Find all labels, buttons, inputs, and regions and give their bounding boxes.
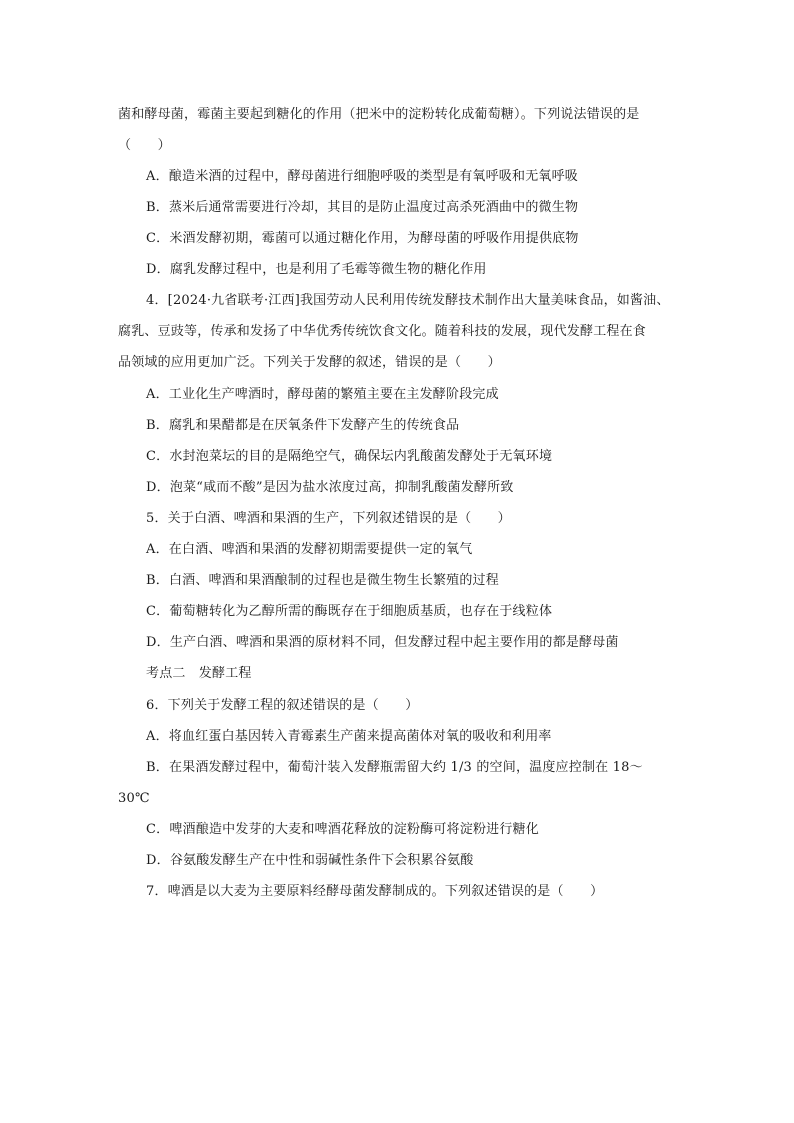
question-4-option-c: C．水封泡菜坛的目的是隔绝空气，确保坛内乳酸菌发酵处于无氧环境 (146, 449, 553, 464)
question-3-option-a: A．酿造米酒的过程中，酵母菌进行细胞呼吸的类型是有氧呼吸和无氧呼吸 (146, 169, 578, 184)
question-6-option-a: A．将血红蛋白基因转入青霉素生产菌来提高菌体对氧的吸收和利用率 (146, 729, 552, 744)
question-3-stem-line-2: 菌和酵母菌，霉菌主要起到糖化的作用（把米中的淀粉转化成葡萄糖）。下列说法错误的是 (118, 107, 640, 122)
question-5-stem: 5．关于白酒、啤酒和果酒的生产，下列叙述错误的是（ ） (146, 511, 511, 526)
question-7-stem: 7．啤酒是以大麦为主要原料经酵母菌发酵制成的。下列叙述错误的是（ ） (146, 884, 604, 899)
question-3-answer-blank: （ ） (118, 138, 171, 153)
question-4-option-b: B．腐乳和果醋都是在厌氧条件下发酵产生的传统食品 (146, 418, 460, 433)
question-3-option-d: D．腐乳发酵过程中，也是利用了毛霉等微生物的糖化作用 (146, 262, 487, 277)
question-5-option-a: A．在白酒、啤酒和果酒的发酵初期需要提供一定的氧气 (146, 542, 473, 557)
question-6-option-b-line-2: 30℃ (118, 791, 150, 806)
question-3-option-c: C．米酒发酵初期，霉菌可以通过糖化作用，为酵母菌的呼吸作用提供底物 (146, 231, 579, 246)
question-6-stem: 6．下列关于发酵工程的叙述错误的是（ ） (146, 698, 419, 713)
question-6-option-c: C．啤酒酿造中发芽的大麦和啤酒花释放的淀粉酶可将淀粉进行糖化 (146, 822, 539, 837)
question-4-option-d: D．泡菜“咸而不酸”是因为盐水浓度过高，抑制乳酸菌发酵所致 (146, 480, 514, 495)
question-3-option-b: B．蒸米后通常需要进行冷却，其目的是防止温度过高杀死酒曲中的微生物 (146, 200, 579, 215)
question-4-stem-line-3: 品领域的应用更加广泛。下列关于发酵的叙述，错误的是（ ） (118, 355, 501, 370)
question-5-option-d: D．生产白酒、啤酒和果酒的原材料不同，但发酵过程中起主要作用的都是酵母菌 (146, 635, 619, 650)
section-heading: 考点二 发酵工程 (146, 666, 252, 681)
question-4-stem-line-1: 4．[2024·九省联考·江西]我国劳动人民利用传统发酵技术制作出大量美味食品，如酱油、 (146, 293, 670, 308)
question-5-option-b: B．白酒、啤酒和果酒酿制的过程也是微生物生长繁殖的过程 (146, 573, 499, 588)
question-6-option-d: D．谷氨酸发酵生产在中性和弱碱性条件下会积累谷氨酸 (146, 853, 474, 868)
question-5-option-c: C．葡萄糖转化为乙醇所需的酶既存在于细胞质基质，也存在于线粒体 (146, 604, 553, 619)
question-4-option-a: A．工业化生产啤酒时，酵母菌的繁殖主要在主发酵阶段完成 (146, 387, 499, 402)
question-6-option-b-line-1: B．在果酒发酵过程中，葡萄汁装入发酵瓶需留大约 1/3 的空间，温度应控制在 18～ (146, 760, 643, 775)
question-4-stem-line-2: 腐乳、豆豉等，传承和发扬了中华优秀传统饮食文化。随着科技的发展，现代发酵工程在食 (118, 324, 647, 339)
